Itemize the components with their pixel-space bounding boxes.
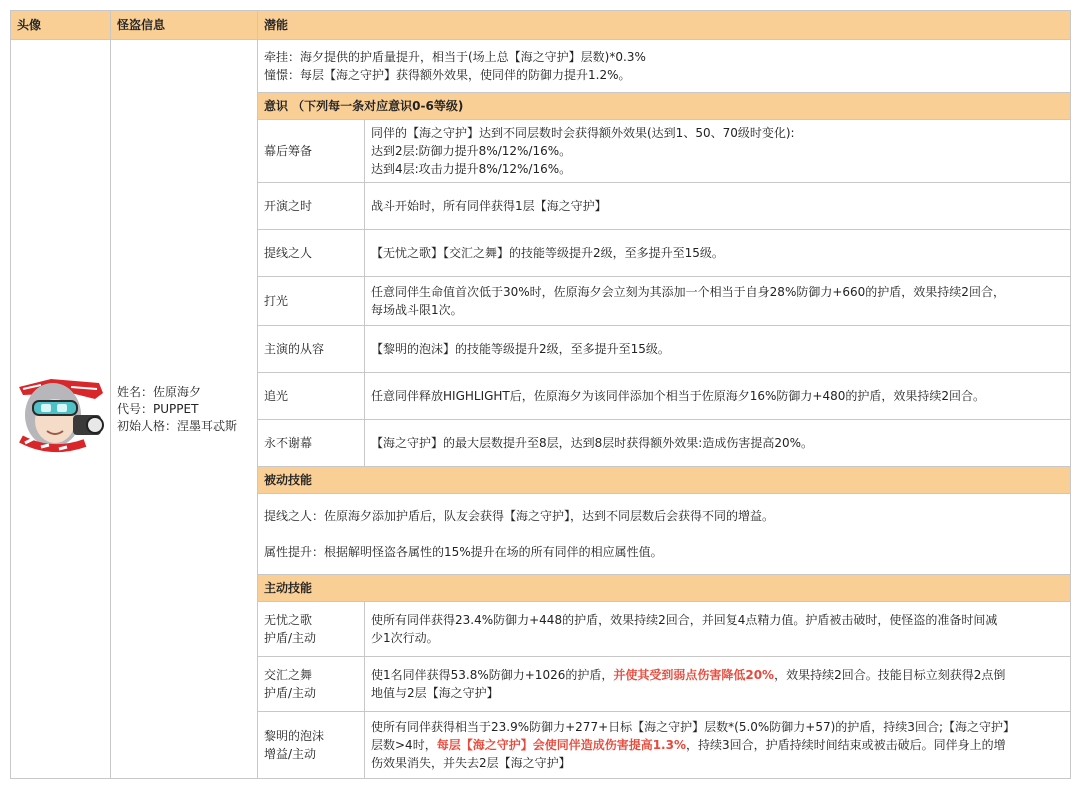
avatar-cell [11,40,111,779]
awareness-desc [365,326,1071,373]
desc-line: 任意同伴释放HIGHLIGHT后，佐原海夕为该同伴添加个相当于佐原海夕16%防御力+480的护盾，效果持续2回合。 [371,389,986,403]
skill-type: 增益/主动 [264,747,317,761]
skill-desc [365,602,1071,657]
awareness-desc [365,373,1071,420]
awareness-desc [365,420,1071,467]
passive-content [258,494,1071,575]
desc-line: 少1次行动。 [371,631,439,645]
awareness-name: 主演的从容 [258,326,365,373]
header-avatar: 头像 [11,11,111,40]
skill-name: 黎明的泡沫 [264,729,325,743]
active-title: 主动技能 [258,575,1071,602]
desc-line: 【无忧之歌】【交汇之舞】的技能等级提升2级，至多提升至15级。 [371,246,724,260]
character-portrait-icon [11,359,111,459]
awareness-name: 打光 [258,277,365,326]
desc-line: 战斗开始时，所有同伴获得1层【海之守护】 [371,199,607,213]
desc-line: 任意同伴生命值首次低于30%时，佐原海夕会立刻为其添加一个相当于自身28%防御力+660的护盾，效果持续2回合， [371,285,1005,299]
desc-line: 使所有同伴获得23.4%防御力+448的护盾，效果持续2回合，并回复4点精力值。护盾被击破时，使怪盗的准备时间减 [371,613,998,627]
desc-line: 达到4层:攻击力提升8%/12%/16%。 [371,162,572,176]
awareness-desc [365,183,1071,230]
desc-line: 地值与2层【海之守护】 [371,686,499,700]
desc-text: ，持续3回合，护盾持续时间结束或被击破后。同伴身上的增 [686,738,1006,752]
highlight-text: 每层【海之守护】会使同伴造成伤害提高1.3% [436,738,686,752]
potential-content [258,40,1071,93]
info-persona: 初始人格：涅墨耳忒斯 [117,418,238,433]
passive-line-2: 属性提升：根据解明怪盗各属性的15%提升在场的所有同伴的相应属性值。 [264,545,663,559]
potential-row [11,40,1071,93]
desc-text: 层数>4时， [371,738,437,752]
skill-name: 交汇之舞 [264,668,313,682]
info-name: 姓名：佐原海夕 [117,384,202,399]
awareness-name: 幕后筹备 [258,120,365,183]
skill-desc [365,657,1071,712]
table-header-row [11,11,1071,40]
desc-line [371,666,1064,684]
desc-line [371,736,1064,754]
passive-title: 被动技能 [258,467,1071,494]
skill-name-cell [258,712,365,779]
skill-desc [365,712,1071,779]
info-codename: 代号：PUPPET [117,401,199,416]
desc-line: 达到2层:防御力提升8%/12%/16%。 [371,144,572,158]
desc-line: 同伴的【海之守护】达到不同层数时会获得额外效果(达到1、50、70级时变化): [371,126,795,140]
info-cell [111,40,258,779]
desc-line: 使所有同伴获得相当于23.9%防御力+277+日标【海之守护】层数*(5.0%防御力+57)的护盾，持续3回合;【海之守护】 [371,720,1015,734]
awareness-desc [365,277,1071,326]
awareness-desc [365,120,1071,183]
passive-line-1: 提线之人：佐原海夕添加护盾后，队友会获得【海之守护】，达到不同层数后会获得不同的增益。 [264,509,775,523]
skill-name-cell [258,602,365,657]
passive-gap [264,525,1064,543]
skill-name-cell [258,657,365,712]
desc-text: ，效果持续2回合。技能目标立刻获得2点倒 [774,668,1006,682]
awareness-title: 意识 （下列每一条对应意识0-6等级) [258,93,1071,120]
highlight-text: 并使其受到弱点伤害降低20% [613,668,775,682]
awareness-name: 提线之人 [258,230,365,277]
skill-type: 护盾/主动 [264,686,317,700]
skill-type: 护盾/主动 [264,631,317,645]
desc-line: 【黎明的泡沫】的技能等级提升2级，至多提升至15级。 [371,342,670,356]
desc-line: 伤效果消失，并失去2层【海之守护】 [371,756,571,770]
header-info: 怪盗信息 [111,11,258,40]
potential-line-1: 牵挂：海夕提供的护盾量提升，相当于(场上总【海之守护】层数)*0.3% [264,50,646,64]
awareness-name: 开演之时 [258,183,365,230]
desc-line: 【海之守护】的最大层数提升至8层，达到8层时获得额外效果:造成伤害提高20%。 [371,436,813,450]
desc-text: 使1名同伴获得53.8%防御力+1026的护盾， [371,668,614,682]
awareness-name: 永不谢幕 [258,420,365,467]
desc-line: 每场战斗限1次。 [371,303,463,317]
awareness-desc [365,230,1071,277]
skill-name: 无忧之歌 [264,613,313,627]
character-table [10,10,1071,779]
header-potential: 潜能 [258,11,1071,40]
potential-line-2: 憧憬：每层【海之守护】获得额外效果，使同伴的防御力提升1.2%。 [264,68,631,82]
awareness-name: 追光 [258,373,365,420]
